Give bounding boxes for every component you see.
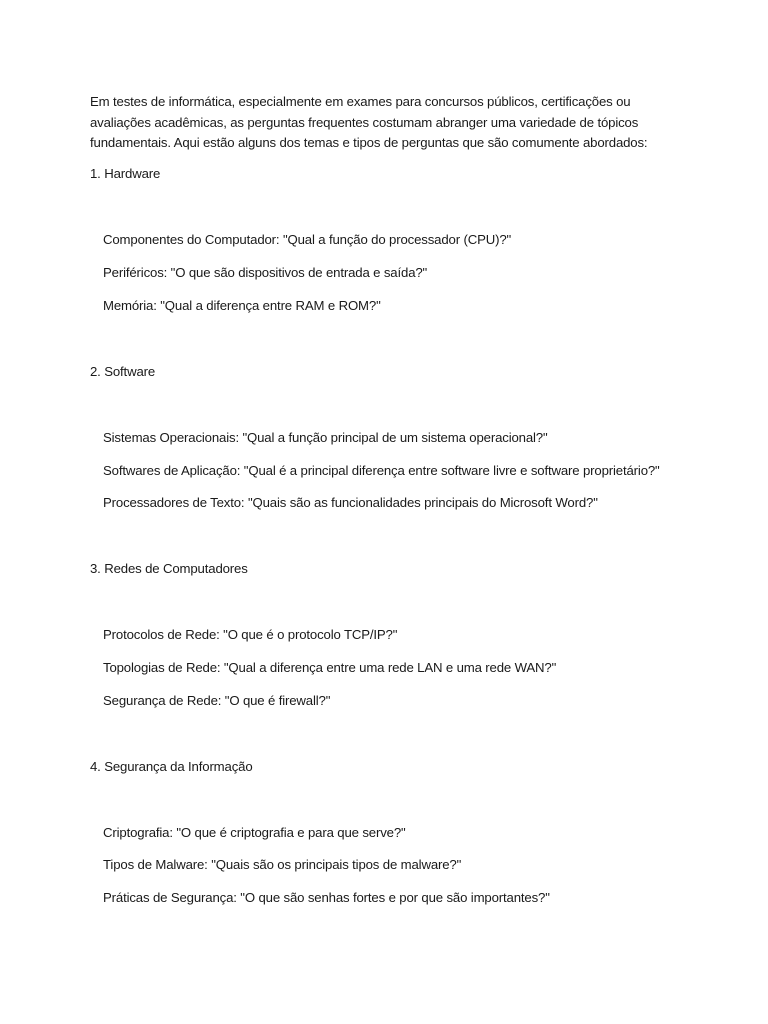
list-item: Componentes do Computador: "Qual a função do processador (CPU)?"	[103, 232, 512, 247]
section-heading-software: 2. Software	[90, 364, 156, 379]
document-body	[90, 92, 690, 154]
list-item: Criptografia: "O que é criptografia e para que serve?"	[103, 825, 406, 840]
section-heading-seguranca: 4. Segurança da Informação	[90, 759, 253, 774]
list-item: Protocolos de Rede: "O que é o protocolo TCP/IP?"	[103, 627, 398, 642]
intro-paragraph: Em testes de informática, especialmente em exames para concursos públicos, certificações ou avaliações acadêmicas, as perguntas frequentes costumam abranger uma variedade de tópicos fundamentais. Aqui estão alguns dos temas e tipos de perguntas que são comumente abordados:	[90, 94, 648, 150]
list-item: Processadores de Texto: "Quais são as funcionalidades principais do Microsoft Word?"	[103, 495, 598, 510]
section-heading-hardware: 1. Hardware	[90, 166, 161, 181]
list-item: Periféricos: "O que são dispositivos de entrada e saída?"	[103, 265, 428, 280]
section-heading-redes: 3. Redes de Computadores	[90, 561, 248, 576]
list-item: Softwares de Aplicação: "Qual é a principal diferença entre software livre e software proprietário?"	[103, 463, 660, 478]
list-item: Práticas de Segurança: "O que são senhas fortes e por que são importantes?"	[103, 890, 550, 905]
list-item: Segurança de Rede: "O que é firewall?"	[103, 693, 331, 708]
list-item: Memória: "Qual a diferença entre RAM e ROM?"	[103, 298, 381, 313]
list-item: Topologias de Rede: "Qual a diferença entre uma rede LAN e uma rede WAN?"	[103, 660, 557, 675]
list-item: Tipos de Malware: "Quais são os principais tipos de malware?"	[103, 857, 462, 872]
list-item: Sistemas Operacionais: "Qual a função principal de um sistema operacional?"	[103, 430, 548, 445]
